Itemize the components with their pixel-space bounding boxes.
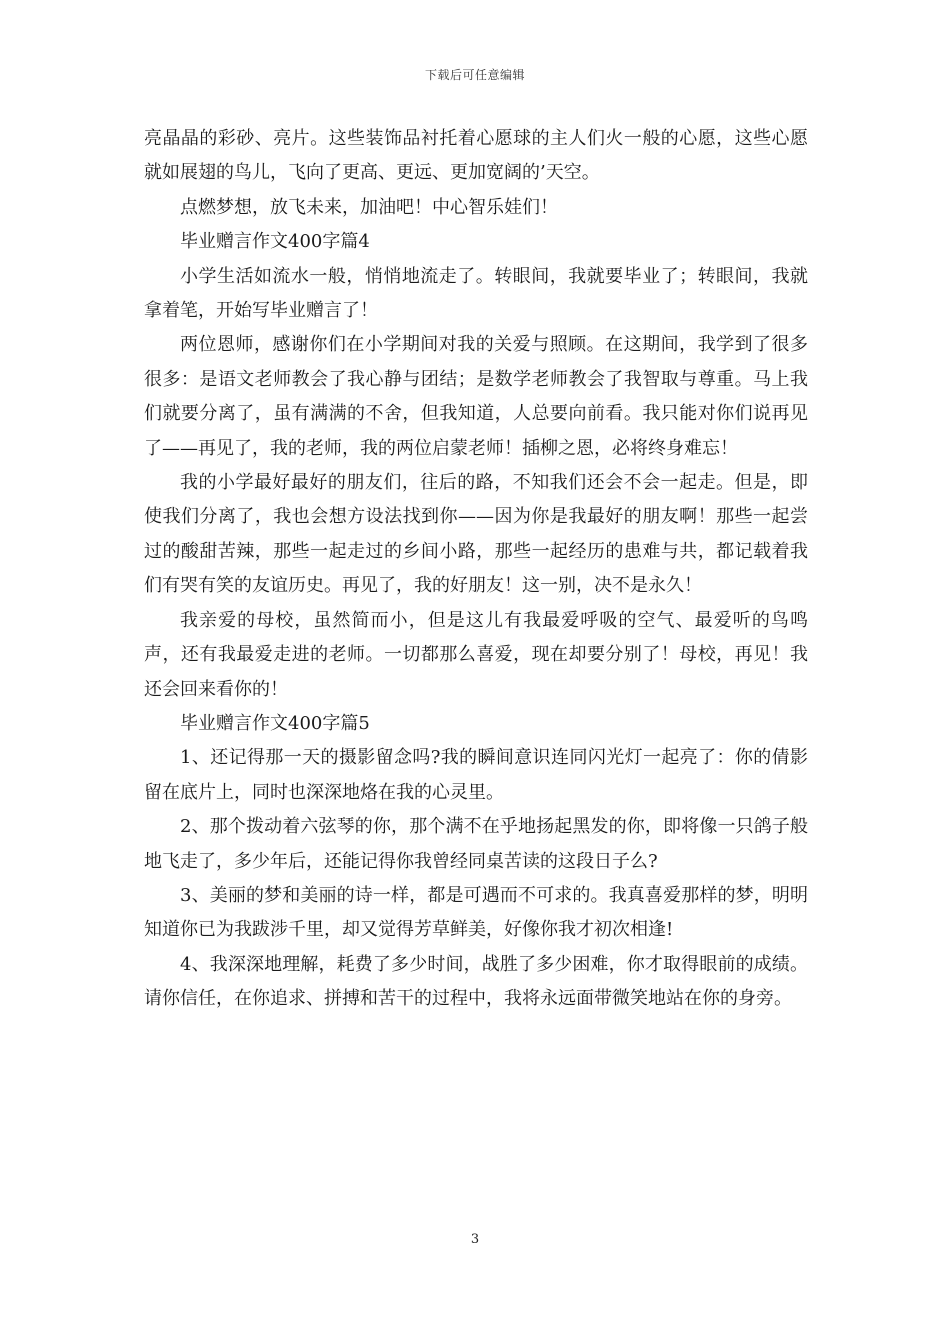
paragraph-continued: 亮晶晶的彩砂、亮片。这些装饰品衬托着心愿球的主人们火一般的心愿，这些心愿就如展翅的鸟儿，飞向了更高、更远、更加宽阔的’天空。 — [144, 128, 808, 184]
list-item: 3、美丽的梦和美丽的诗一样，都是可遇而不可求的。我真喜爱那样的梦，明明知道你已为我跋涉千里，却又觉得芳草鲜美，好像你我才初次相逢! — [144, 884, 808, 941]
list-item: 1、还记得那一天的摄影留念吗?我的瞬间意识连同闪光灯一起亮了：你的倩影留在底片上，同时也深深地烙在我的心灵里。 — [144, 747, 808, 803]
paragraph: 我的小学最好最好的朋友们，往后的路，不知我们还会不会一起走。但是，即使我们分离了，我也会想方设法找到你——因为你是我最好的朋友啊！那些一起尝过的酸甜苦辣，那些一起走过的乡间小路，那些一起经历的患难与共，都记载着我们有哭有笑的友谊历史。再见了，我的好朋友！这一别，决不是永久！ — [144, 472, 808, 597]
paragraph: 点燃梦想，放飞未来，加油吧！中心智乐娃们！ — [180, 196, 558, 218]
page-header-note: 下载后可任意编辑 — [424, 68, 525, 82]
section-heading: 毕业赠言作文400字篇4 — [180, 231, 370, 253]
list-item: 2、那个拨动着六弦琴的你，那个满不在乎地扬起黑发的你，即将像一只鸽子般地飞走了，多少年后，还能记得你我曾经同桌苦读的这段日子么? — [144, 816, 808, 872]
paragraph: 我亲爱的母校，虽然简而小，但是这儿有我最爱呼吸的空气、最爱听的鸟鸣声，还有我最爱走进的老师。一切都那么喜爱，现在却要分别了！母校，再见！我还会回来看你的！ — [144, 609, 808, 700]
page-number: 3 — [470, 1232, 480, 1247]
paragraph: 小学生活如流水一般，悄悄地流走了。转眼间，我就要毕业了；转眼间，我就拿着笔，开始写毕业赠言了！ — [144, 265, 808, 322]
document-body — [144, 122, 808, 1017]
list-item: 4、我深深地理解，耗费了多少时间，战胜了多少困难，你才取得眼前的成绩。请你信任，在你追求、拼搏和苦干的过程中，我将永远面带微笑地站在你的身旁。 — [144, 953, 808, 1010]
paragraph: 两位恩师，感谢你们在小学期间对我的关爱与照顾。在这期间，我学到了很多很多：是语文老师教会了我心静与团结；是数学老师教会了我智取与尊重。马上我们就要分离了，虽有满满的不舍，但我知道，人总要向前看。我只能对你们说再见了——再见了，我的老师，我的两位启蒙老师！插柳之恩，必将终身难忘！ — [144, 334, 808, 459]
section-heading: 毕业赠言作文400字篇5 — [180, 712, 370, 734]
